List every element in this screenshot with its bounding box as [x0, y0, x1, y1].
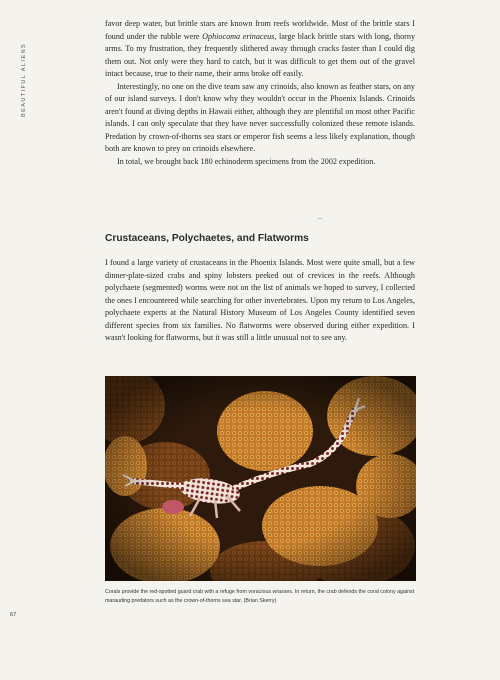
page-number: 67	[10, 612, 17, 618]
paragraph-text: , large black brittle stars with long, thorny arms. To my frustration, they frequently slithered away through cracks faster than I could dig them out. Not only were they hard to catch, but it was difficult to get them out of the gravel intact because, true to their name, their arms broke off easily.	[105, 31, 416, 78]
paragraph-echinoderm-total: In total, we brought back 180 echinoderm specimens from the 2002 expedition.	[117, 156, 376, 166]
paragraph-crinoids: Interestingly, no one on the dive team saw any crinoids, also known as feather stars, on any of our island surveys. I don't know why they wouldn't occur in the Phoenix Islands. Crinoids aren't found at diving depths in Hawaii either, although they are plentiful on most other Pacific islands. I can only speculate that they have never successfully colonized these remote islands. Predation by crown-of-thorns sea stars or emperor fish seems a less likely explanation, though both are known to prey on crinoids elsewhere.	[105, 81, 415, 153]
photo-illustration	[105, 376, 416, 581]
photo-caption: Corals provide the red-spotted guard crab with a refuge from voracious wrasses. In return, the crab defends the coral colony against marauding predators such as the crown-of-thorns sea star. (Brian Skerry)	[105, 589, 415, 604]
running-head	[18, 40, 30, 120]
body-text-section	[105, 257, 415, 345]
section-heading: Crustaceans, Polychaetes, and Flatworms	[105, 233, 309, 244]
species-name: Ophiocoma erinaceus	[202, 31, 275, 41]
coral-crab-photo	[105, 376, 416, 581]
paragraph-text: favor deep water, but brittle stars are known from reefs worldwide. Most of the brittle stars I found under the rubble were	[105, 19, 415, 41]
paragraph-crustaceans: I found a large variety of crustaceans in the Phoenix Islands. Most were quite small, but a few dinner-plate-sized crabs and spiny lobsters peeked out of crevices in the reefs. Although polychaete (segmented) worms were not on the list of animals we hoped to survey, I collected the ones I encountered while searching for other invertebrates. Upon my return to Los Angeles, polychaete experts at the Natural History Museum of Los Angeles County identified seven different species from six families. No flatworms were observed during either expedition. I wasn't looking for flatworms, but it was still a little unusual not to see any.	[105, 258, 415, 342]
body-text-top	[105, 18, 415, 168]
print-speck	[318, 218, 322, 219]
paragraph-brittle-stars	[105, 18, 415, 81]
running-head-text: BEAUTIFUL ALIENS	[21, 42, 27, 118]
